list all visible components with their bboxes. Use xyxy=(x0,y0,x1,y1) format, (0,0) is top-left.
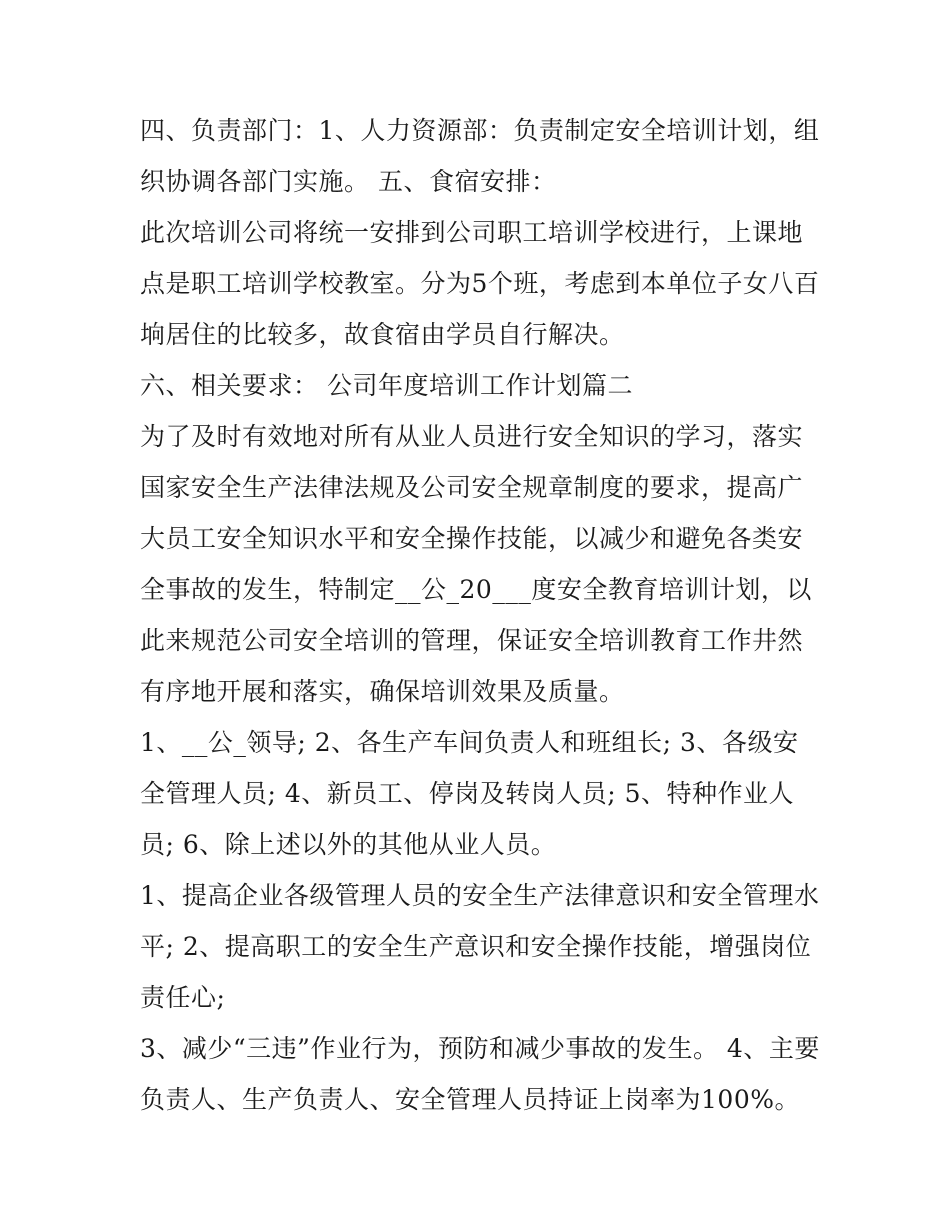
paragraph-requirements-heading: 六、相关要求： 公司年度培训工作计划篇二 xyxy=(140,371,633,400)
paragraph-trainees: 1、__公_领导; 2、各生产车间负责人和班组长; 3、各级安全管理人员; 4、新员工、停岗及转岗人员; 5、特种作业人员; 6、除上述以外的其他从业人员。 xyxy=(140,728,799,859)
paragraph-goals-2: 3、减少“三违”作业行为，预防和减少事故的发生。 4、主要负责人、生产负责人、安全管理人员持证上岗率为100%。 xyxy=(140,1034,820,1114)
document-body xyxy=(140,105,820,1125)
paragraph-purpose: 为了及时有效地对所有从业人员进行安全知识的学习，落实国家安全生产法律法规及公司安全规章制度的要求，提高广大员工安全知识水平和安全操作技能，以减少和避免各类安全事故的发生，特制定__公_20___度安全教育培训计划，以此来规范公司安全培训的管理，保证安全培训教育工作井然有序地开展和落实，确保培训效果及质量。 xyxy=(140,422,812,706)
paragraph-accommodation: 此次培训公司将统一安排到公司职工培训学校进行，上课地点是职工培训学校教室。分为5个班，考虑到本单位子女八百垧居住的比较多，故食宿由学员自行解决。 xyxy=(140,218,820,349)
paragraph-goals-1: 1、提高企业各级管理人员的安全生产法律意识和安全管理水平; 2、提高职工的安全生产意识和安全操作技能，增强岗位责任心; xyxy=(140,881,820,1012)
paragraph-responsible-dept: 四、负责部门：1、人力资源部：负责制定安全培训计划，组织协调各部门实施。 五、食宿安排： xyxy=(140,116,820,196)
